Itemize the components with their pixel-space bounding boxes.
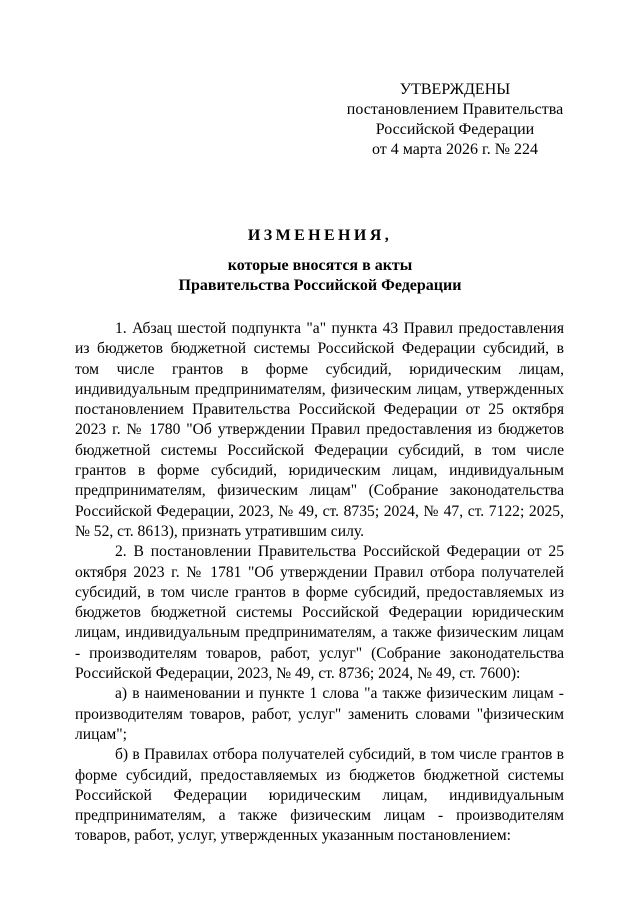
subtitle-line-1: которые вносятся в акты	[227, 257, 413, 274]
subtitle-line-2: Правительства Российской Федерации	[178, 277, 462, 294]
document-body	[75, 319, 564, 847]
approval-line-2: Российской Федерации	[375, 121, 535, 138]
approval-stamp	[340, 80, 570, 160]
paragraph-2b: б) в Правилах отбора получателей субсидий, в том числе грантов в форме субсидий, предоставляемых из бюджетов бюджетной системы Российской Федерации юридическим лицам, индивидуальным предпринимателям, а также физическим лицам - производителям товаров, работ, услуг, утвержденных указанным постановлением:	[75, 746, 564, 845]
approval-line-1: постановлением Правительства	[346, 101, 564, 118]
approval-line-3: от 4 марта 2026 г. № 224	[372, 141, 538, 158]
document-heading	[40, 226, 600, 296]
paragraph-2a: а) в наименовании и пункте 1 слова "а также физическим лицам - производителям товаров, работ, услуг" заменить словами "физическим лицам";	[75, 685, 564, 743]
paragraph-1: 1. Абзац шестой подпункта "а" пункта 43 Правил предоставления из бюджетов бюджетной системы Российской Федерации субсидий, в том числе грантов в форме субсидий, юридическим лицам, индивидуальным предпринимателям, физическим лицам, утвержденных постановлением Правительства Российской Федерации от 25 октября 2023 г. № 1780 "Об утверждении Правил предоставления из бюджетов бюджетной системы Российской Федерации субсидий, в том числе грантов в форме субсидий, юридическим лицам, индивидуальным предпринимателям, физическим лицам" (Собрание законодательства Российской Федерации, 2023, № 49, ст. 8735; 2024, № 47, ст. 7122; 2025, № 52, ст. 8613), признать утратившим силу.	[75, 320, 564, 540]
paragraph-2: 2. В постановлении Правительства Российской Федерации от 25 октября 2023 г. № 1781 "Об утверждении Правил отбора получателей субсидий, в том числе грантов в форме субсидий, предоставляемых из бюджетов бюджетной системы Российской Федерации юридическим лицам, индивидуальным предпринимателям, а также физическим лицам - производителям товаров, работ, услуг" (Собрание законодательства Российской Федерации, 2023, № 49, ст. 8736; 2024, № 49, ст. 7600):	[75, 543, 564, 683]
document-subtitle	[40, 256, 600, 296]
approval-title: УТВЕРЖДЕНЫ	[399, 81, 511, 98]
document-title: ИЗМЕНЕНИЯ,	[247, 227, 393, 244]
